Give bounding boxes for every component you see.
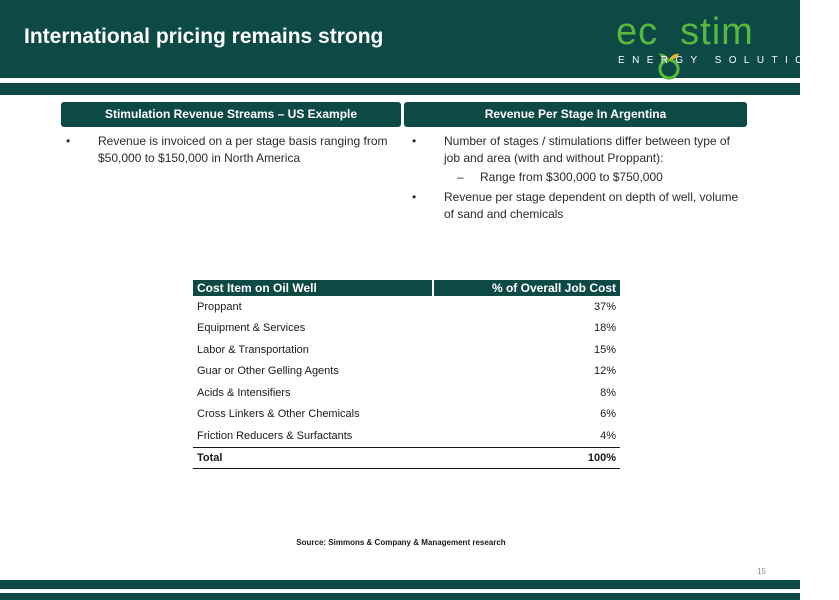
table-row: [193, 425, 620, 447]
cost-item: Guar or Other Gelling Agents: [197, 365, 339, 378]
panel-heading-argentina: Revenue Per Stage In Argentina: [404, 102, 747, 127]
footer-rule: [0, 580, 800, 589]
dash-icon: –: [457, 170, 464, 184]
slide-header: [0, 0, 839, 78]
cost-item: Equipment & Services: [197, 322, 306, 335]
bullet-icon: •: [412, 134, 417, 148]
header-rule: [0, 83, 800, 95]
cost-percent: 6%: [600, 408, 616, 421]
bullet-icon: •: [66, 134, 71, 148]
total-percent: 100%: [433, 447, 620, 468]
cost-item: Proppant: [197, 300, 242, 313]
cost-percent: 8%: [600, 386, 616, 399]
column-header-percent: % of Overall Job Cost: [433, 280, 620, 296]
source-note: Source: Simmons & Company & Management research: [296, 538, 506, 547]
sub-list-item: – Range from $300,000 to $750,000: [457, 170, 663, 184]
table-row: [193, 339, 620, 361]
us-bullet-list: [66, 133, 396, 169]
list-item: • Revenue per stage dependent on depth of well, volume of sand and chemicals: [412, 190, 739, 221]
cost-item: Acids & Intensifiers: [197, 386, 291, 399]
cost-percent: 18%: [593, 322, 616, 335]
panel-heading-us: Stimulation Revenue Streams – US Example: [61, 102, 401, 127]
logo-wordmark: ec stim: [616, 10, 754, 54]
cost-item: Cross Linkers & Other Chemicals: [197, 408, 360, 421]
cost-item: Friction Reducers & Surfactants: [197, 429, 353, 442]
table-row: [193, 382, 620, 404]
cost-percent: 4%: [600, 429, 616, 442]
table-row: [193, 296, 620, 318]
column-header-cost-item: Cost Item on Oil Well: [193, 280, 433, 296]
cost-percent: 37%: [593, 300, 616, 313]
page-number: 15: [757, 567, 766, 576]
cost-table: [193, 280, 620, 469]
cost-item: Labor & Transportation: [197, 343, 309, 356]
slide-title: International pricing remains strong: [24, 25, 384, 48]
cost-percent: 15%: [593, 343, 616, 356]
table-header-row: [193, 280, 620, 296]
table-row: [193, 404, 620, 426]
argentina-bullet-list: [412, 133, 747, 225]
table-row: [193, 361, 620, 383]
logo-tagline: ENERGY SOLUTIONS: [618, 55, 839, 66]
table-total-row: [193, 447, 620, 468]
table-row: [193, 318, 620, 340]
list-item: • Revenue is invoiced on a per stage basis ranging from $50,000 to $150,000 in North America: [66, 134, 388, 165]
cost-percent: 12%: [593, 365, 616, 378]
total-label: Total: [193, 447, 433, 468]
footer-rule-bottom: [0, 593, 800, 600]
bullet-icon: •: [412, 190, 417, 204]
ecostim-logo: [616, 11, 839, 70]
list-item: • Number of stages / stimulations differ between type of job and area (with and without Proppant):: [412, 134, 730, 165]
